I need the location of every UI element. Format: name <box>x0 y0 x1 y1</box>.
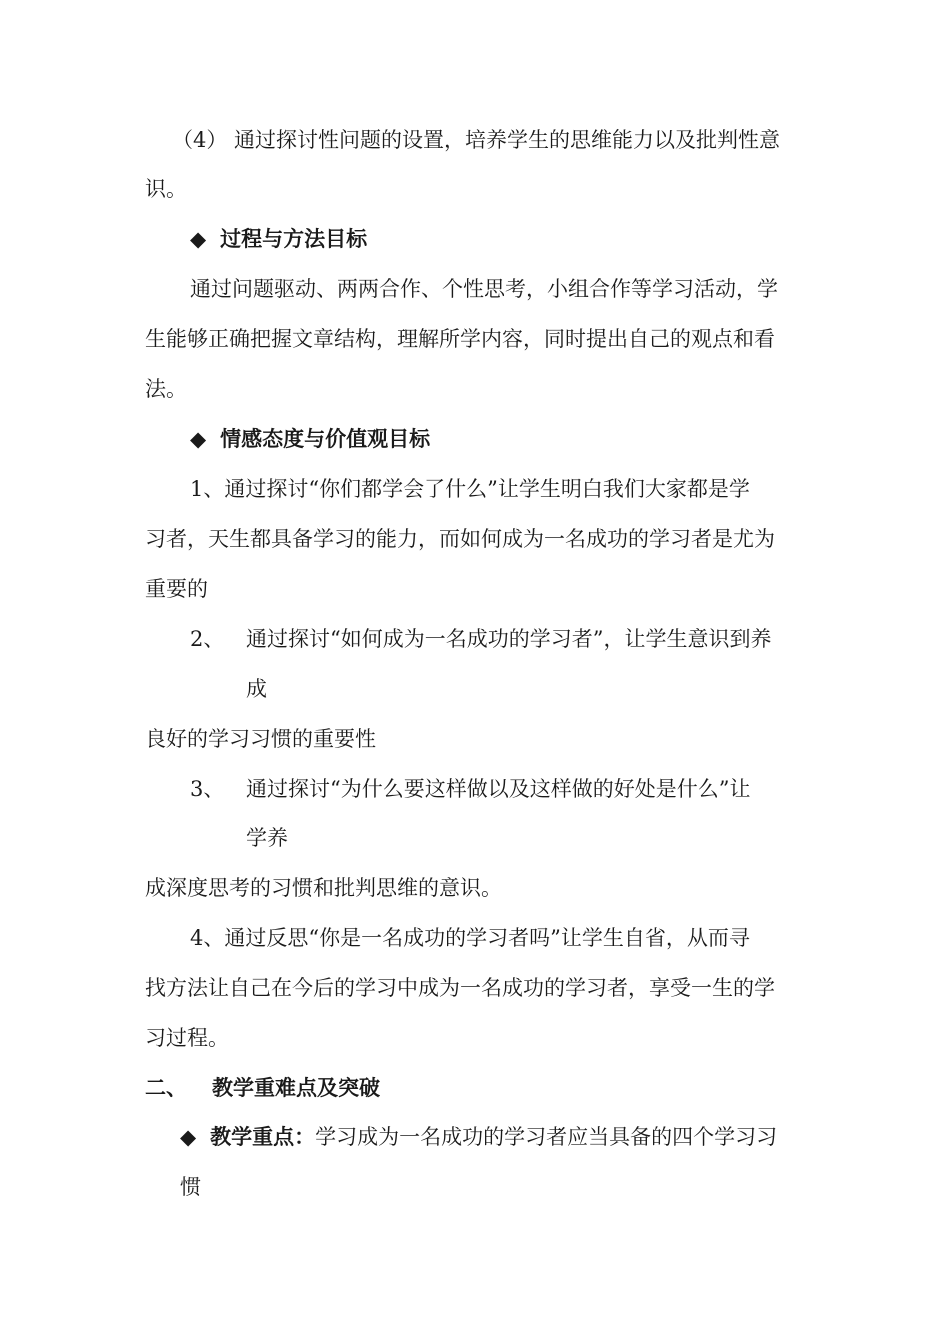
key-point-text: 学习成为一名成功的学习者应当具备的四个学习习 <box>315 1125 778 1149</box>
key-point-line <box>180 1127 777 1148</box>
section-number: 二、 <box>145 1076 187 1100</box>
paragraph-line: 良好的学习习惯的重要性 <box>145 727 376 751</box>
section-title: 教学重难点及突破 <box>212 1076 380 1100</box>
paragraph-line: （4） 通过探讨性问题的设置，培养学生的思维能力以及批判性意 <box>172 128 781 152</box>
section-heading-process <box>190 229 367 250</box>
section-heading-emotion <box>190 429 430 450</box>
paragraph-line: 法。 <box>145 377 187 401</box>
paragraph-line: 1、通过探讨“你们都学会了什么”让学生明白我们大家都是学 <box>190 477 750 501</box>
paragraph-line: 生能够正确把握文章结构，理解所学内容，同时提出自己的观点和看 <box>145 327 775 351</box>
paragraph-line: 4、通过反思“你是一名成功的学习者吗”让学生自省，从而寻 <box>190 926 750 950</box>
paragraph-line: 通过问题驱动、两两合作、个性思考，小组合作等学习活动，学 <box>190 277 778 301</box>
list-number: 2、 <box>190 627 225 651</box>
paragraph-line: 习过程。 <box>145 1026 229 1050</box>
paragraph-line: 习者，天生都具备学习的能力，而如何成为一名成功的学习者是尤为 <box>145 527 775 551</box>
paragraph-line: 识。 <box>145 177 187 201</box>
paragraph-line: 学养 <box>246 826 288 850</box>
paragraph-line: 找方法让自己在今后的学习中成为一名成功的学习者，享受一生的学 <box>145 976 775 1000</box>
key-point-label: 教学重点： <box>210 1125 316 1149</box>
paragraph-line: 惯 <box>180 1175 201 1199</box>
list-number: 3、 <box>190 777 225 801</box>
heading-text: 过程与方法目标 <box>220 227 368 251</box>
paragraph-line: 重要的 <box>145 577 208 601</box>
diamond-bullet-icon: ◆ <box>180 1125 197 1149</box>
paragraph-line: 通过探讨“为什么要这样做以及这样做的好处是什么”让 <box>246 777 751 801</box>
paragraph-line: 成深度思考的习惯和批判思维的意识。 <box>145 876 502 900</box>
diamond-bullet-icon: ◆ <box>190 427 207 451</box>
paragraph-line: 成 <box>246 677 267 701</box>
heading-text: 情感态度与价值观目标 <box>220 427 431 451</box>
paragraph-line: 通过探讨“如何成为一名成功的学习者”，让学生意识到养 <box>246 627 772 651</box>
diamond-bullet-icon: ◆ <box>190 227 207 251</box>
